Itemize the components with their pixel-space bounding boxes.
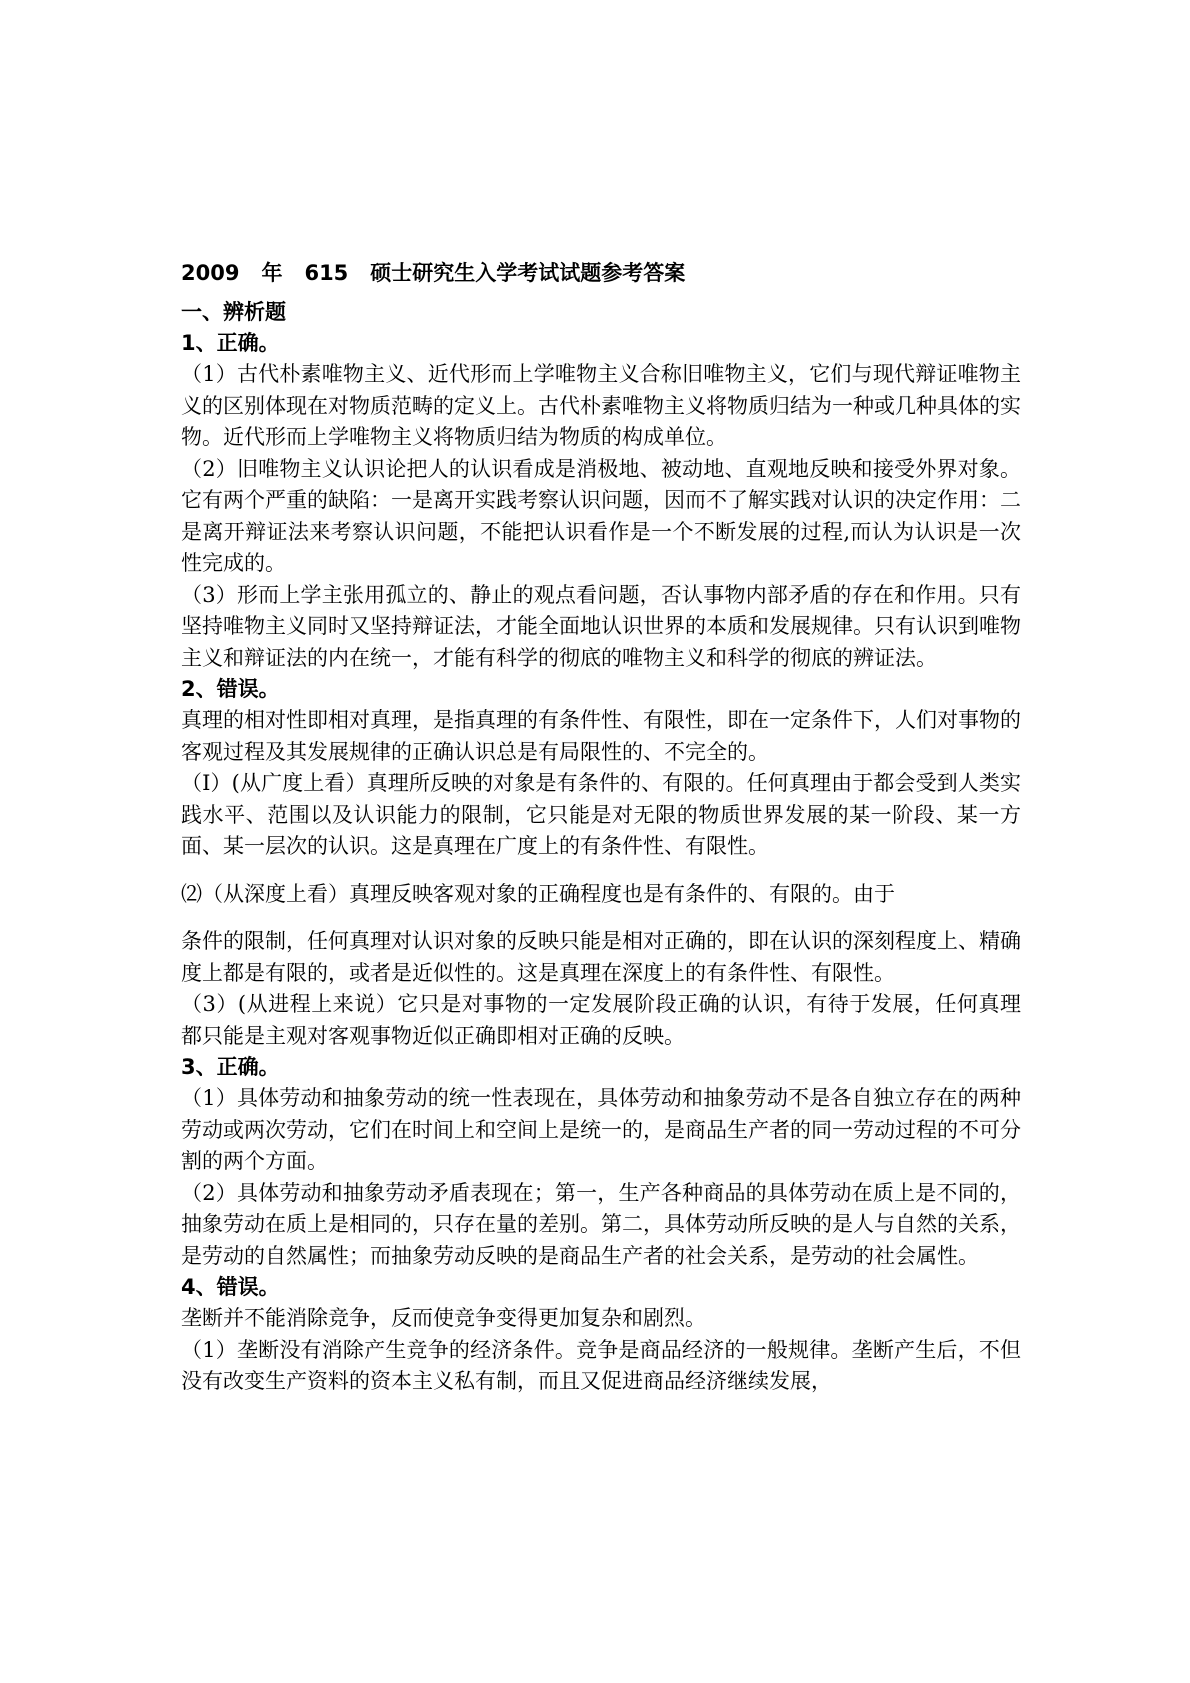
title-year: 2009	[181, 261, 240, 285]
item-3-paragraph-2: （2）具体劳动和抽象劳动矛盾表现在；第一，生产各种商品的具体劳动在质上是不同的，抽象劳动在质上是相同的，只存在量的差别。第二，具体劳动所反映的是人与自然的关系，是劳动的自然属性；而抽象劳动反映的是商品生产者的社会关系，是劳动的社会属性。	[181, 1180, 1021, 1268]
item-4-paragraph-1: 垄断并不能消除竞争，反而使竞争变得更加复杂和剧烈。	[181, 1306, 706, 1330]
item-heading-3: 3、正确。	[181, 1055, 280, 1079]
item-heading-4: 4、错误。	[181, 1275, 280, 1299]
item-2-paragraph-2: （I）(从广度上看）真理所反映的对象是有条件的、有限的。任何真理由于都会受到人类实践水平、范围以及认识能力的限制，它只能是对无限的物质世界发展的某一阶段、某一方面、某一层次的认识。这是真理在广度上的有条件性、有限性。	[181, 771, 1021, 858]
item-heading-1: 1、正确。	[181, 331, 280, 355]
item-1-paragraph-2: （2）旧唯物主义认识论把人的认识看成是消极地、被动地、直观地反映和接受外界对象。它有两个严重的缺陷：一是离开实践考察认识问题，因而不了解实践对认识的决定作用：二是离开辩证法来考察认识问题，不能把认识看作是一个不断发展的过程,而认为认识是一次性完成的。	[181, 456, 1021, 575]
item-heading-2: 2、错误。	[181, 677, 280, 701]
item-4-paragraph-2: （1）垄断没有消除产生竞争的经济条件。竞争是商品经济的一般规律。垄断产生后，不但没有改变生产资料的资本主义私有制，而且又促进商品经济继续发展，	[181, 1337, 1021, 1393]
item-1-paragraph-3: （3）形而上学主张用孤立的、静止的观点看问题，否认事物内部矛盾的存在和作用。只有坚持唯物主义同时又坚持辩证法，才能全面地认识世界的本质和发展规律。只有认识到唯物主义和辩证法的内在统一，才能有科学的彻底的唯物主义和科学的彻底的辨证法。	[181, 582, 1021, 670]
item-1-paragraph-1: （1）古代朴素唯物主义、近代形而上学唯物主义合称旧唯物主义，它们与现代辩证唯物主义的区别体现在对物质范畴的定义上。古代朴素唯物主义将物质归结为一种或几种具体的实物。近代形而上学唯物主义将物质归结为物质的构成单位。	[181, 362, 1021, 449]
title-code: 615	[304, 261, 349, 285]
title-text: 硕士研究生入学考试试题参考答案	[370, 261, 686, 285]
item-2-paragraph-3: ⑵（从深度上看）真理反映客观对象的正确程度也是有条件的、有限的。由于	[181, 881, 895, 906]
item-3-paragraph-1: （1）具体劳动和抽象劳动的统一性表现在，具体劳动和抽象劳动不是各自独立存在的两种劳动或两次劳动，它们在时间上和空间上是统一的，是商品生产者的同一劳动过程的不可分割的两个方面。	[181, 1086, 1021, 1173]
title-year-unit: 年	[261, 261, 283, 285]
item-2-paragraph-1: 真理的相对性即相对真理，是指真理的有条件性、有限性，即在一定条件下，人们对事物的客观过程及其发展规律的正确认识总是有局限性的、不完全的。	[181, 708, 1021, 764]
document-page	[181, 258, 1021, 1398]
page-title	[181, 258, 1021, 288]
item-2-paragraph-5: （3）(从进程上来说）它只是对事物的一定发展阶段正确的认识，有待于发展，任何真理都只能是主观对客观事物近似正确即相对正确的反映。	[181, 992, 1021, 1048]
section-heading: 一、辨析题	[181, 300, 286, 324]
item-2-paragraph-4: 条件的限制，任何真理对认识对象的反映只能是相对正确的，即在认识的深刻程度上、精确度上都是有限的，或者是近似性的。这是真理在深度上的有条件性、有限性。	[181, 929, 1021, 985]
